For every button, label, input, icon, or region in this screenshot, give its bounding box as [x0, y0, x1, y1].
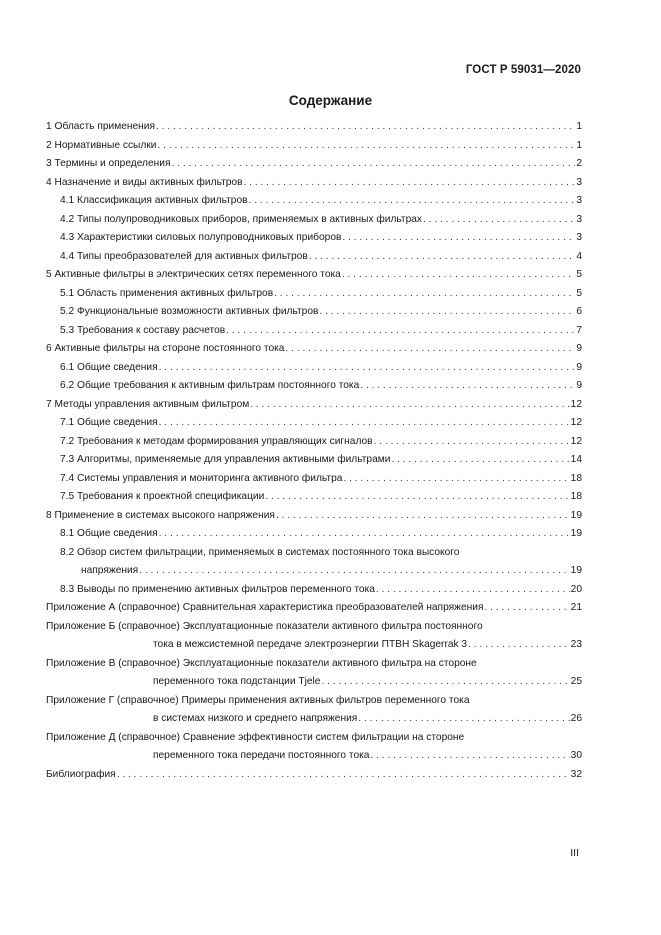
- toc-page-number: 12: [570, 435, 582, 447]
- toc-entry-number: 2: [46, 139, 52, 151]
- toc-entry[interactable]: [46, 510, 582, 529]
- toc-entry-title: переменного тока подстанции Tjele: [153, 676, 321, 687]
- toc-entry-number: 5.2: [60, 306, 75, 317]
- toc-entry-title: Характеристики силовых полупроводниковых приборов: [77, 232, 342, 243]
- toc-entry-title: Классификация активных фильтров: [77, 195, 248, 206]
- toc-entry-number: 7.2: [60, 435, 75, 447]
- toc-page-number: 25: [570, 676, 582, 687]
- toc-entry[interactable]: [46, 325, 582, 344]
- toc-entry[interactable]: [46, 158, 582, 177]
- toc-entry-number: 5.1: [60, 287, 75, 299]
- appendix-entry-continuation[interactable]: [46, 750, 582, 769]
- toc-entry-title: Активные фильтры на стороне постоянного тока: [54, 343, 285, 354]
- toc-entry-text: [46, 658, 477, 669]
- toc-page-number: 19: [570, 528, 582, 539]
- toc-page-number: 3: [576, 176, 582, 188]
- toc-entry[interactable]: [46, 362, 582, 381]
- toc-entry-title: Алгоритмы, применяемые для управления активными фильтрами: [77, 454, 391, 465]
- dot-leader: [423, 214, 575, 225]
- toc-entry-text: [60, 547, 459, 558]
- toc-entry-title: Системы управления и мониторинга активного фильтра: [77, 472, 343, 484]
- toc-entry-title: в системах низкого и среднего напряжения: [153, 713, 358, 724]
- toc-entry-title: Назначение и виды активных фильтров: [54, 176, 243, 188]
- toc-page-number: 18: [570, 491, 582, 502]
- toc-entry-title: напряжения: [81, 565, 139, 576]
- dot-leader: [484, 602, 569, 613]
- toc-entry[interactable]: [46, 306, 582, 325]
- dot-leader: [139, 565, 569, 576]
- toc-page-number: 5: [576, 287, 582, 299]
- appendix-entry[interactable]: [46, 658, 582, 677]
- toc-entry-number: 6.2: [60, 380, 75, 391]
- toc-entry-text: [60, 306, 318, 317]
- toc-entry-number: 4.3: [60, 232, 75, 243]
- toc-page-number: 9: [576, 361, 582, 373]
- toc-entry-title: Общие сведения: [77, 528, 158, 539]
- dot-leader: [360, 380, 575, 391]
- toc-page-number: 3: [576, 232, 582, 243]
- dot-leader: [374, 436, 570, 447]
- toc-entry-text: [81, 565, 138, 576]
- toc-entry-title: переменного тока передачи постоянного тока: [153, 750, 370, 761]
- toc-page-number: 5: [576, 269, 582, 280]
- toc-entry-text: [153, 713, 357, 724]
- toc-page-number: 21: [570, 602, 582, 613]
- toc-entry-text: [153, 676, 320, 687]
- toc-entry-number: 6.1: [60, 361, 75, 373]
- toc-entry-number: 8.1: [60, 528, 75, 539]
- toc-entry-number: 4.1: [60, 195, 75, 206]
- toc-entry-text: [46, 177, 243, 188]
- toc-entry[interactable]: [46, 528, 582, 547]
- dot-leader: [370, 750, 569, 761]
- dot-leader: [172, 158, 576, 169]
- toc-page-number: 23: [570, 639, 582, 650]
- toc-entry[interactable]: [46, 436, 582, 455]
- toc-entry-text: [46, 769, 116, 780]
- toc-entry-number: Приложение В (справочное): [46, 657, 180, 669]
- toc-entry-title: Функциональные возможности активных фильтров: [77, 306, 319, 317]
- toc-entry-number: Приложение Д (справочное): [46, 731, 181, 743]
- toc-entry-number: 4.4: [60, 250, 75, 262]
- toc-entry-number: 8: [46, 509, 52, 521]
- toc-page-number: 12: [570, 398, 582, 410]
- toc-page-number: 19: [570, 565, 582, 576]
- dot-leader: [274, 288, 575, 299]
- dot-leader: [157, 140, 575, 151]
- dot-leader: [343, 473, 569, 484]
- dot-leader: [321, 676, 569, 687]
- toc-entry-title: Примеры применения активных фильтров переменного тока: [181, 694, 470, 706]
- toc-entry[interactable]: [46, 121, 582, 140]
- appendix-entry-continuation[interactable]: [46, 639, 582, 658]
- toc-entry-title: Эксплуатационные показатели активного фильтра постоянного: [182, 620, 483, 632]
- toc-page-number: 2: [576, 158, 582, 169]
- toc-page-number: 7: [576, 324, 582, 336]
- toc-entry-title: Типы полупроводниковых приборов, применяемых в активных фильтрах: [77, 213, 423, 225]
- toc-entry-title: Требования к проектной спецификации: [77, 491, 265, 502]
- toc-entry-number: 3: [46, 158, 52, 169]
- toc-entry-text: [60, 195, 248, 206]
- dot-leader: [391, 454, 569, 465]
- toc-entry[interactable]: [46, 214, 582, 233]
- toc-entry-title: Обзор систем фильтрации, применяемых в системах постоянного тока высокого: [77, 546, 460, 558]
- toc-page-number: 18: [570, 472, 582, 484]
- dot-leader: [276, 510, 570, 521]
- toc-entry[interactable]: [46, 140, 582, 159]
- toc-entry-title: Область применения активных фильтров: [77, 287, 274, 299]
- toc-entry[interactable]: [46, 195, 582, 214]
- dot-leader: [468, 639, 570, 650]
- toc-page-number: 14: [570, 454, 582, 465]
- toc-entry-number: Приложение Г (справочное): [46, 694, 179, 706]
- toc-entry-text: [46, 602, 483, 613]
- appendix-entry-continuation[interactable]: [46, 713, 582, 732]
- toc-entry[interactable]: [46, 417, 582, 436]
- standard-number: ГОСТ Р 59031—2020: [465, 64, 581, 76]
- toc-entry[interactable]: [46, 251, 582, 270]
- dot-leader: [156, 121, 575, 132]
- toc-entry-text: [60, 288, 273, 299]
- toc-entry-text: [60, 454, 390, 465]
- toc-entry-text: [46, 732, 464, 743]
- toc-entry-number: 7.3: [60, 454, 75, 465]
- toc-entry-title: Методы управления активным фильтром: [54, 398, 250, 410]
- toc-entry-number: 8.3: [60, 583, 75, 595]
- toc-entry-number: 1: [46, 121, 52, 132]
- table-of-contents: [46, 121, 582, 787]
- toc-entry-title: Нормативные ссылки: [54, 139, 157, 151]
- toc-entry-continuation[interactable]: [46, 565, 582, 584]
- toc-entry-text: [60, 362, 158, 373]
- appendix-entry[interactable]: [46, 602, 582, 621]
- toc-entry[interactable]: [46, 547, 582, 566]
- appendix-entry-continuation[interactable]: [46, 676, 582, 695]
- toc-entry-number: 5.3: [60, 324, 75, 336]
- toc-entry-title: Активные фильтры в электрических сетях переменного тока: [54, 269, 341, 280]
- toc-entry-title: Применение в системах высокого напряжения: [54, 509, 275, 521]
- dot-leader: [342, 269, 575, 280]
- toc-page-number: 6: [576, 306, 582, 317]
- toc-entry-title: Сравнительная характеристика преобразователей напряжения: [182, 602, 484, 613]
- toc-entry[interactable]: [46, 399, 582, 418]
- page-title: Содержание: [288, 93, 373, 108]
- toc-entry-number: 8.2: [60, 546, 75, 558]
- toc-page-number: 12: [570, 417, 582, 428]
- toc-entry-text: [60, 584, 375, 595]
- toc-entry-title: Область применения: [54, 121, 155, 132]
- appendix-entry[interactable]: [46, 621, 582, 640]
- toc-entry-title: Общие сведения: [77, 417, 158, 428]
- toc-entry[interactable]: [46, 288, 582, 307]
- toc-entry[interactable]: [46, 584, 582, 603]
- toc-entry-number: 6: [46, 343, 52, 354]
- dot-leader: [159, 528, 570, 539]
- appendix-entry[interactable]: [46, 732, 582, 751]
- toc-entry-text: [60, 214, 422, 225]
- toc-entry-text: [46, 695, 469, 706]
- toc-entry-text: [60, 528, 158, 539]
- dot-leader: [309, 251, 576, 262]
- toc-entry[interactable]: [46, 232, 582, 251]
- toc-entry-text: [60, 417, 158, 428]
- dot-leader: [358, 713, 569, 724]
- toc-entry-title: тока в межсистемной передаче электроэнергии ПТВН Skagerrak 3: [153, 639, 468, 650]
- toc-entry-title: Библиография: [46, 768, 116, 780]
- toc-entry-text: [46, 399, 249, 410]
- toc-entry-number: 7.4: [60, 472, 75, 484]
- toc-entry-text: [60, 232, 341, 243]
- toc-entry-number: 7: [46, 398, 52, 410]
- toc-entry-number: Приложение Б (справочное): [46, 620, 180, 632]
- toc-entry[interactable]: [46, 343, 582, 362]
- toc-entry-number: 4.2: [60, 213, 75, 225]
- toc-entry-text: [46, 343, 284, 354]
- toc-page-number: 9: [576, 343, 582, 354]
- dot-leader: [285, 343, 575, 354]
- toc-entry-text: [60, 491, 264, 502]
- toc-page-number: 3: [576, 195, 582, 206]
- toc-page-number: 1: [576, 139, 582, 151]
- toc-page-number: 30: [570, 750, 582, 761]
- toc-entry-text: [46, 121, 155, 132]
- toc-entry[interactable]: [46, 177, 582, 196]
- toc-entry-text: [46, 158, 171, 169]
- toc-page-number: 9: [576, 380, 582, 391]
- toc-page-number: 20: [570, 583, 582, 595]
- dot-leader: [159, 417, 570, 428]
- toc-entry-title: Эксплуатационные показатели активного фильтра на стороне: [182, 657, 477, 669]
- toc-entry-title: Общие требования к активным фильтрам постоянного тока: [77, 380, 360, 391]
- toc-entry-number: 7.1: [60, 417, 75, 428]
- toc-entry-text: [46, 510, 275, 521]
- toc-entry-text: [60, 251, 308, 262]
- dot-leader: [244, 177, 576, 188]
- toc-page-number: 32: [570, 768, 582, 780]
- bibliography-entry[interactable]: [46, 769, 582, 788]
- toc-entry[interactable]: [46, 491, 582, 510]
- toc-entry[interactable]: [46, 473, 582, 492]
- dot-leader: [226, 325, 575, 336]
- toc-entry-title: Сравнение эффективности систем фильтрации на стороне: [182, 731, 465, 743]
- toc-page-number: 26: [570, 713, 582, 724]
- toc-entry-text: [60, 436, 373, 447]
- toc-entry-title: Типы преобразователей для активных фильтров: [77, 250, 308, 262]
- toc-entry-text: [60, 325, 225, 336]
- toc-entry-text: [60, 380, 359, 391]
- toc-entry-number: 4: [46, 176, 52, 188]
- dot-leader: [249, 195, 576, 206]
- toc-page-number: 4: [576, 250, 582, 262]
- dot-leader: [250, 399, 569, 410]
- toc-entry-number: 5: [46, 269, 52, 280]
- toc-entry-text: [46, 269, 341, 280]
- toc-entry-title: Термины и определения: [54, 158, 171, 169]
- toc-entry-number: Приложение А (справочное): [46, 602, 180, 613]
- toc-page-number: 3: [576, 213, 582, 225]
- toc-entry-number: 7.5: [60, 491, 75, 502]
- toc-entry-text: [60, 473, 342, 484]
- appendix-entry[interactable]: [46, 695, 582, 714]
- toc-entry-title: Выводы по применению активных фильтров переменного тока: [77, 583, 375, 595]
- toc-entry-title: Требования к составу расчетов: [77, 324, 226, 336]
- toc-entry-text: [153, 750, 369, 761]
- toc-entry-title: Общие сведения: [77, 361, 158, 373]
- toc-page-number: 1: [576, 121, 582, 132]
- dot-leader: [265, 491, 569, 502]
- toc-entry-title: Требования к методам формирования управляющих сигналов: [77, 435, 373, 447]
- dot-leader: [117, 769, 570, 780]
- dot-leader: [376, 584, 570, 595]
- toc-entry[interactable]: [46, 269, 582, 288]
- dot-leader: [159, 362, 576, 373]
- toc-entry-text: [46, 140, 156, 151]
- dot-leader: [319, 306, 575, 317]
- toc-entry[interactable]: [46, 380, 582, 399]
- toc-entry-text: [46, 621, 483, 632]
- dot-leader: [342, 232, 575, 243]
- toc-entry[interactable]: [46, 454, 582, 473]
- toc-page-number: 19: [570, 509, 582, 521]
- toc-entry-text: [153, 639, 467, 650]
- page-number: III: [570, 847, 579, 859]
